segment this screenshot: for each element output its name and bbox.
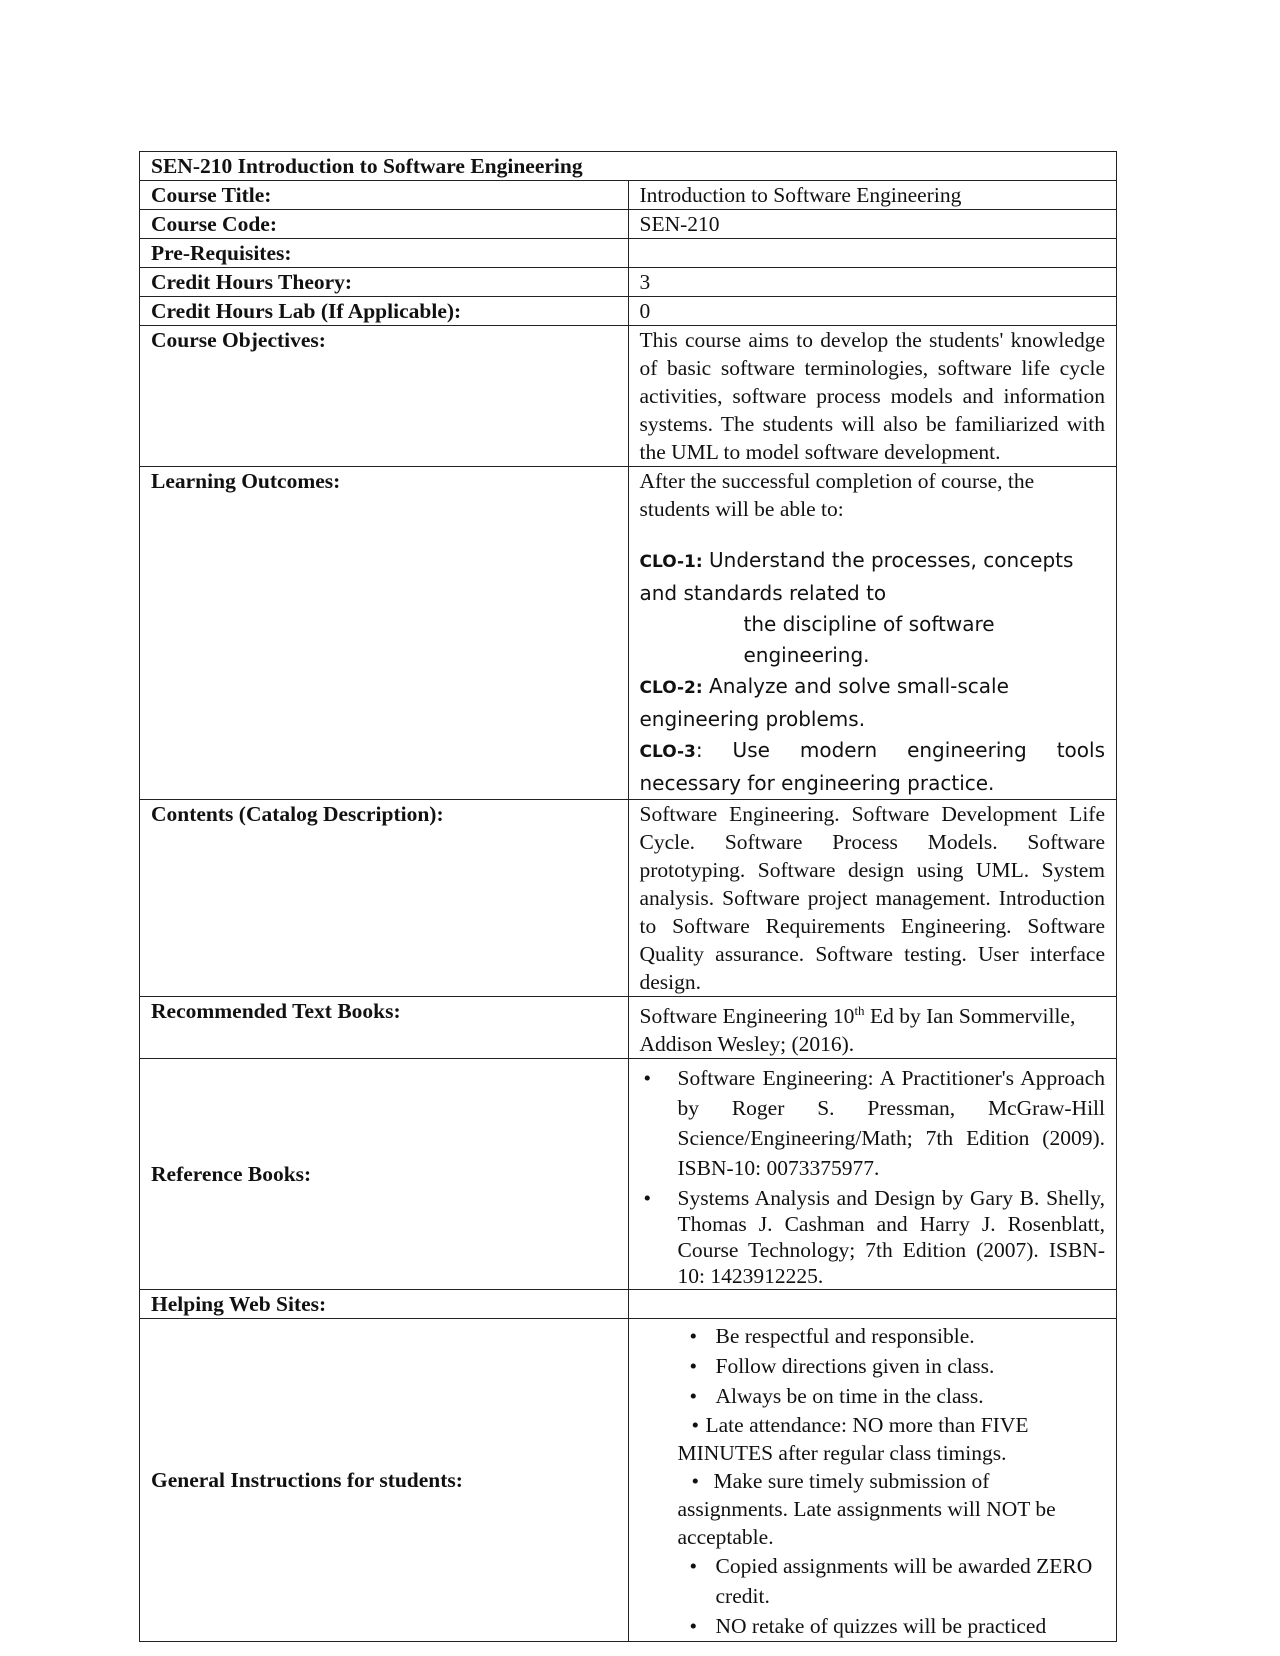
credit-theory-label: Credit Hours Theory: [140, 268, 629, 297]
contents-label: Contents (Catalog Description): [140, 800, 629, 997]
references-row [140, 1059, 1117, 1290]
objectives-label: Course Objectives: [140, 326, 629, 467]
credit-lab-label: Credit Hours Lab (If Applicable): [140, 297, 629, 326]
textbook-sup: th [854, 1003, 865, 1018]
contents-value: Software Engineering. Software Development Life Cycle. Software Process Models. Software prototyping. Software design using UML. System analysis. Software project management. Introduction to Software Requirements Engineering. Software Quality assurance. Software testing. User interface design. [628, 800, 1117, 997]
outcomes-intro: After the successful completion of course, the students will be able to: [639, 469, 1035, 521]
reference-list [640, 1063, 1106, 1289]
websites-label: Helping Web Sites: [140, 1290, 629, 1319]
course-outline-table [139, 151, 1117, 1642]
instruction-list [640, 1321, 1106, 1641]
references-label: Reference Books: [140, 1059, 629, 1290]
instructions-label: General Instructions for students: [140, 1319, 629, 1642]
references-value [628, 1059, 1117, 1290]
clo-2-text: Analyze and solve small-scale engineering problems. [639, 674, 1009, 731]
textbooks-value [628, 997, 1117, 1059]
credit-lab-row [140, 297, 1117, 326]
textbook-post: Ed by Ian Sommerville, Addison Wesley; (2016). [639, 1004, 1076, 1057]
clo-1 [640, 545, 1106, 609]
textbooks-row [140, 997, 1117, 1059]
course-header: SEN-210 Introduction to Software Engineering [140, 152, 1117, 181]
course-code-label: Course Code: [140, 210, 629, 239]
instructions-value [628, 1319, 1117, 1642]
instruction-item: • Follow directions given in class. [640, 1351, 1106, 1381]
websites-row [140, 1290, 1117, 1319]
clo-1-code: CLO-1: [639, 552, 703, 572]
clo-3-text: : Use modern engineering tools necessary for engineering practice. [639, 738, 1105, 795]
course-title-label: Course Title: [140, 181, 629, 210]
clo-1-cont: the discipline of software engineering. [743, 612, 995, 667]
pre-requisites-label: Pre-Requisites: [140, 239, 629, 268]
clo-2 [640, 671, 1106, 735]
course-title-row [140, 181, 1117, 210]
pre-requisites-value [628, 239, 1117, 268]
instruction-item: • Always be on time in the class. [640, 1381, 1106, 1411]
outcomes-value [628, 467, 1117, 800]
reference-item: • Software Engineering: A Practitioner's Approach by Roger S. Pressman, McGraw-Hill Science/Engineering/Math; 7th Edition (2009). ISBN-10: 0073375977. [640, 1063, 1106, 1183]
clo-2-code: CLO-2: [639, 678, 703, 698]
instruction-item: • NO retake of quizzes will be practiced [640, 1611, 1106, 1641]
pre-requisites-row [140, 239, 1117, 268]
course-code-row [140, 210, 1117, 239]
textbooks-label: Recommended Text Books: [140, 997, 629, 1059]
objectives-value: This course aims to develop the students' knowledge of basic software terminologies, software life cycle activities, software process models and information systems. The students will also be familiarized with the UML to model software development. [628, 326, 1117, 467]
clo-list [640, 545, 1106, 799]
course-title-value: Introduction to Software Engineering [628, 181, 1117, 210]
table-header-row [140, 152, 1117, 181]
textbook-pre: Software Engineering 10 [639, 1004, 855, 1029]
instruction-item: • Be respectful and responsible. [640, 1321, 1106, 1351]
reference-item: • Systems Analysis and Design by Gary B. Shelly, Thomas J. Cashman and Harry J. Rosenblatt, Course Technology; 7th Edition (2007). ISBN-10: 1423912225. [640, 1185, 1106, 1289]
instruction-item: • Make sure timely submission of assignments. Late assignments will NOT be acceptable. [640, 1467, 1106, 1551]
clo-3-code: CLO-3 [639, 742, 696, 762]
outcomes-row [140, 467, 1117, 800]
instruction-item: • Late attendance: NO more than FIVE MINUTES after regular class timings. [640, 1411, 1106, 1467]
clo-3 [640, 735, 1106, 799]
objectives-row [140, 326, 1117, 467]
credit-lab-value: 0 [628, 297, 1117, 326]
websites-value [628, 1290, 1117, 1319]
course-code-value: SEN-210 [628, 210, 1117, 239]
course-outline [139, 151, 1117, 1642]
clo-1-text: Understand the processes, concepts and standards related to [639, 548, 1074, 605]
contents-row [140, 800, 1117, 997]
outcomes-label: Learning Outcomes: [140, 467, 629, 800]
credit-theory-value: 3 [628, 268, 1117, 297]
credit-theory-row [140, 268, 1117, 297]
instructions-row [140, 1319, 1117, 1642]
instruction-item: • Copied assignments will be awarded ZERO credit. [640, 1551, 1106, 1611]
